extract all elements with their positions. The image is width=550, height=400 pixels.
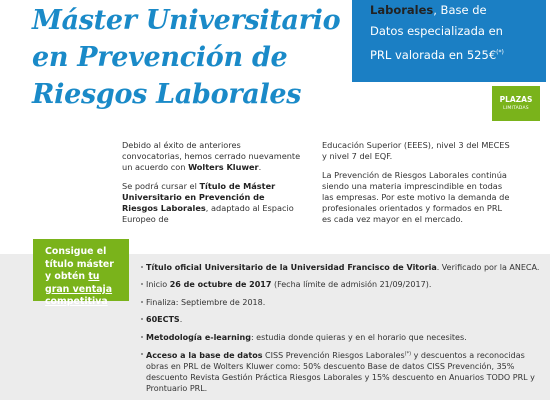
feature-bold: Metodología e-learning (146, 332, 251, 342)
cta-line-5: competitiva (45, 296, 108, 308)
feature-text: . (179, 315, 183, 325)
feature-footnote-mark: (*) (404, 350, 412, 357)
offer-price-text: PRL valorada en 525€ (370, 48, 497, 62)
cta-box (33, 239, 129, 308)
cta-line-4: gran ventaja (45, 283, 113, 295)
intro-p2-text: Se podrá cursar el (122, 181, 200, 191)
list-item (146, 297, 542, 308)
offer-bold: Laborales (370, 3, 434, 17)
offer-text-1: , Base de (433, 3, 487, 17)
offer-box (352, 0, 546, 82)
title-line-2: en Prevención de (32, 42, 288, 73)
cta-line-2: título máster (45, 258, 114, 270)
feature-pre: Inicio (146, 280, 170, 290)
list-item (146, 332, 542, 343)
page-title (32, 2, 342, 113)
offer-line-2: Datos especializada en (370, 24, 503, 38)
intro-p1-text: Debido al éxito de anteriores convocatorias, hemos cerrado nuevamente un acuerdo con (122, 140, 301, 172)
feature-text: . Verificado por la ANECA. (436, 263, 540, 272)
intro-p1-end: . (258, 162, 262, 172)
feature-text-2: y descuentos a reconocidas obras en PRL de Wolters Kluwer como: 50% descuento Base de datos CISS Prevención, 35% descuento Revista Gestión Práctica Riesgos Laborales y 15% descuento en Anuarios TODO PRL y Prontuario PRL. (146, 350, 535, 393)
badge-line-1: PLAZAS (499, 95, 533, 104)
cta-line-1: Consigue el (45, 246, 107, 257)
intro-paragraph-4: La Prevención de Riesgos Laborales continúa siendo una materia imprescindible en todas las empresas. Por este motivo la demanda de profesionales orientados y formados en PRL es cada vez mayor en el mercado. (322, 170, 510, 224)
feature-text: CISS Prevención Riesgos Laborales (262, 350, 405, 360)
limited-places-badge (492, 86, 540, 121)
list-item (146, 349, 542, 394)
list-item (146, 262, 542, 273)
offer-line-3 (370, 42, 536, 66)
feature-bold: 26 de octubre de 2017 (169, 280, 272, 290)
badge-line-2: LIMITADAS (503, 106, 529, 111)
feature-bold: Acceso a la base de datos (146, 350, 263, 360)
intro-paragraph-2 (122, 181, 302, 225)
intro-p2-end: , adaptado al Espacio Europeo de (122, 203, 294, 224)
features-list (146, 262, 542, 400)
feature-bold: Título oficial Universitario de la Universidad Francisco de Vitoria (146, 263, 437, 272)
intro-p1-bold: Wolters Kluwer (188, 162, 259, 172)
cta-line-3-pre: y obtén (45, 271, 89, 283)
intro-paragraph-1 (122, 140, 302, 173)
offer-footnote-mark: (*) (496, 49, 504, 56)
title-line-1: Máster Universitario (32, 5, 341, 36)
feature-bold: 60ECTS (146, 315, 180, 325)
feature-text: Finaliza: Septiembre de 2018. (146, 297, 266, 307)
cta-line-3-highlight: tu (88, 271, 100, 283)
list-item (146, 279, 542, 290)
feature-text: : estudia donde quieras y en el horario que necesites. (250, 332, 467, 342)
intro-left-column (122, 140, 302, 233)
feature-text: (Fecha límite de admisión 21/09/2017). (271, 280, 432, 290)
offer-line-1 (370, 0, 536, 21)
list-item (146, 314, 542, 325)
intro-paragraph-3: Educación Superior (EEES), nivel 3 del MECES y nivel 7 del EQF. (322, 140, 510, 161)
intro-p2-bold: Título de Máster Universitario en Prevención de Riesgos Laborales (122, 181, 276, 213)
title-line-3: Riesgos Laborales (32, 79, 302, 110)
intro-right-column (322, 140, 510, 233)
cta-line-3 (45, 271, 123, 284)
